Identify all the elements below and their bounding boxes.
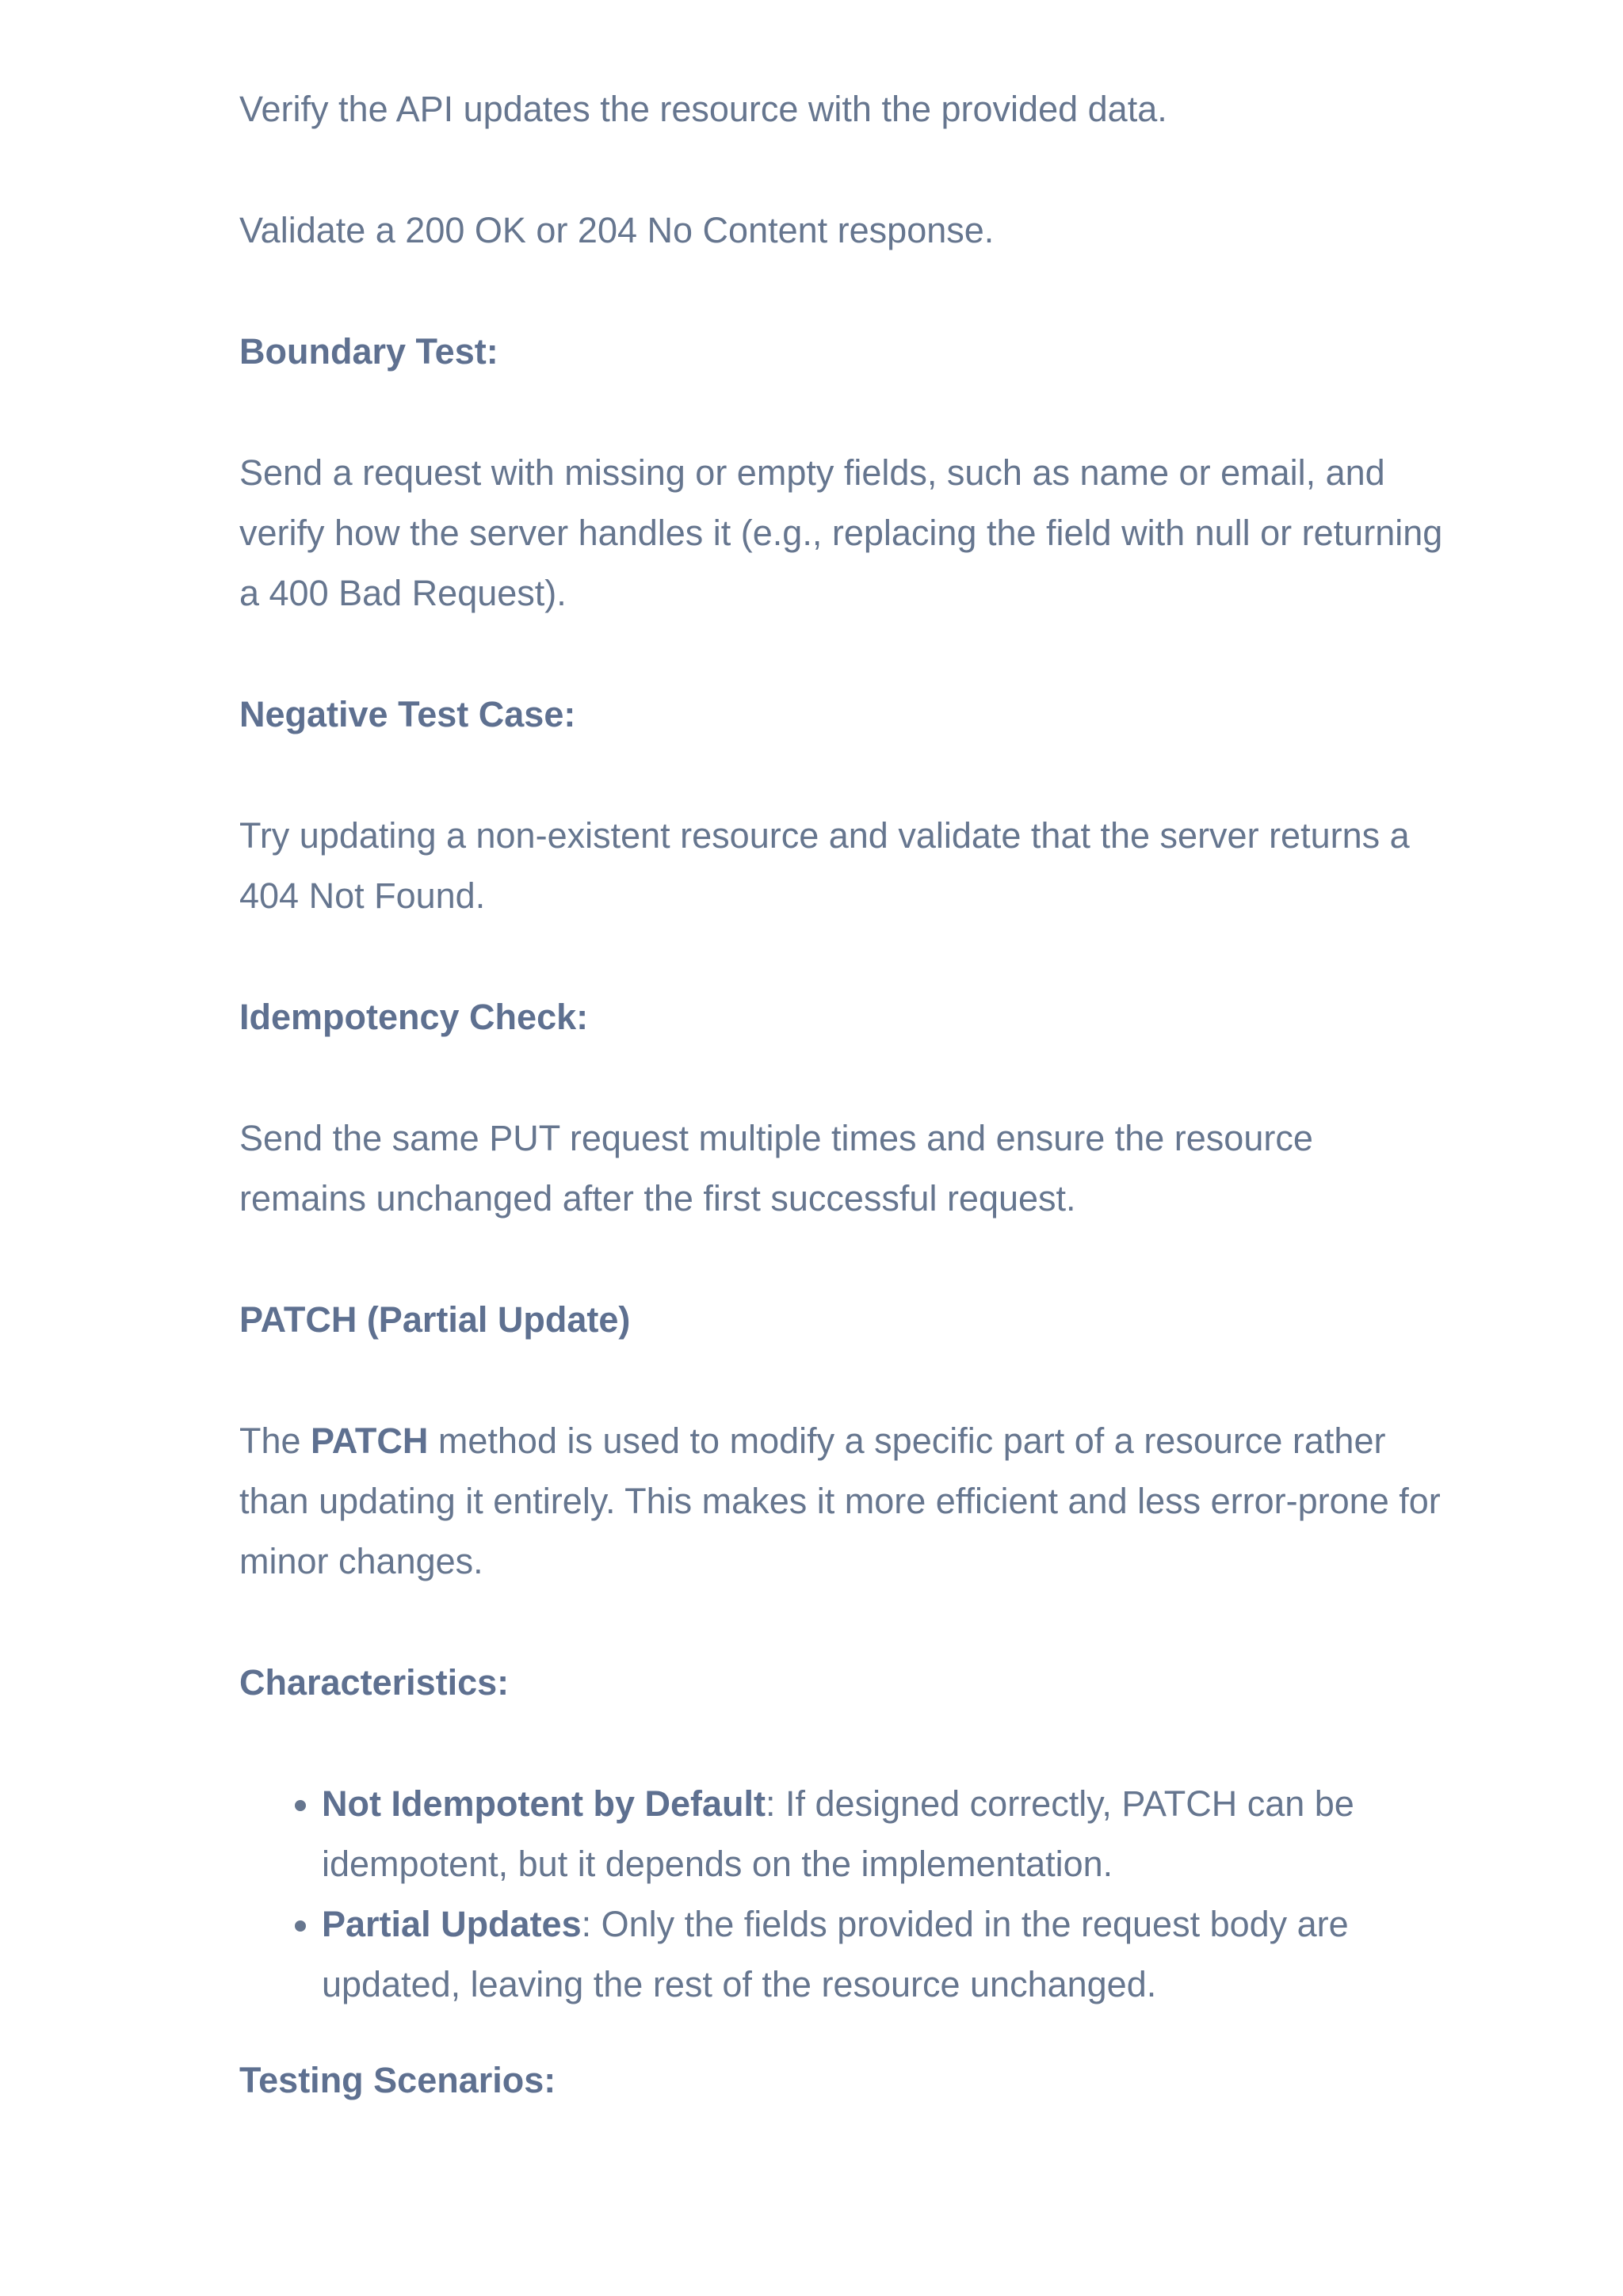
list-item-term: Partial Updates: [322, 1904, 582, 1944]
patch-intro-bold: PATCH: [311, 1421, 429, 1461]
list-item: [322, 1774, 1444, 1894]
boundary-test-heading: Boundary Test:: [239, 331, 498, 372]
testing-scenarios-heading: Testing Scenarios:: [239, 2060, 556, 2100]
list-item-text: : Only the fields provided in the request body are updated, leaving the rest of the resource unchanged.: [322, 1904, 1349, 2004]
patch-intro-paragraph: [239, 1411, 1444, 1592]
patch-intro-prefix: The: [239, 1421, 311, 1461]
boundary-test-text: Send a request with missing or empty fields, such as name or email, and verify how the server handles it (e.g., replacing the field with null or returning a 400 Bad Request).: [239, 452, 1443, 613]
negative-test-heading: Negative Test Case:: [239, 694, 576, 734]
idempotency-check-heading: Idempotency Check:: [239, 997, 589, 1037]
characteristics-list: [239, 1774, 1444, 2015]
idempotency-check-text: Send the same PUT request multiple times and ensure the resource remains unchanged after the first successful request.: [239, 1118, 1313, 1219]
list-item-term: Not Idempotent by Default: [322, 1783, 766, 1824]
characteristics-heading: Characteristics:: [239, 1662, 510, 1703]
put-verify-text: Verify the API updates the resource with the provided data.: [239, 89, 1167, 129]
put-status-text: Validate a 200 OK or 204 No Content response.: [239, 210, 995, 250]
article-body: [239, 79, 1444, 2111]
list-item-text: : If designed correctly, PATCH can be idempotent, but it depends on the implementation.: [322, 1783, 1354, 1884]
negative-test-text: Try updating a non-existent resource and validate that the server returns a 404 Not Found.: [239, 815, 1410, 916]
patch-intro-rest: method is used to modify a specific part of a resource rather than updating it entirely. This makes it more efficient and less error-prone for minor changes.: [239, 1421, 1441, 1581]
patch-section-heading: PATCH (Partial Update): [239, 1299, 631, 1340]
list-item: [322, 1894, 1444, 2015]
